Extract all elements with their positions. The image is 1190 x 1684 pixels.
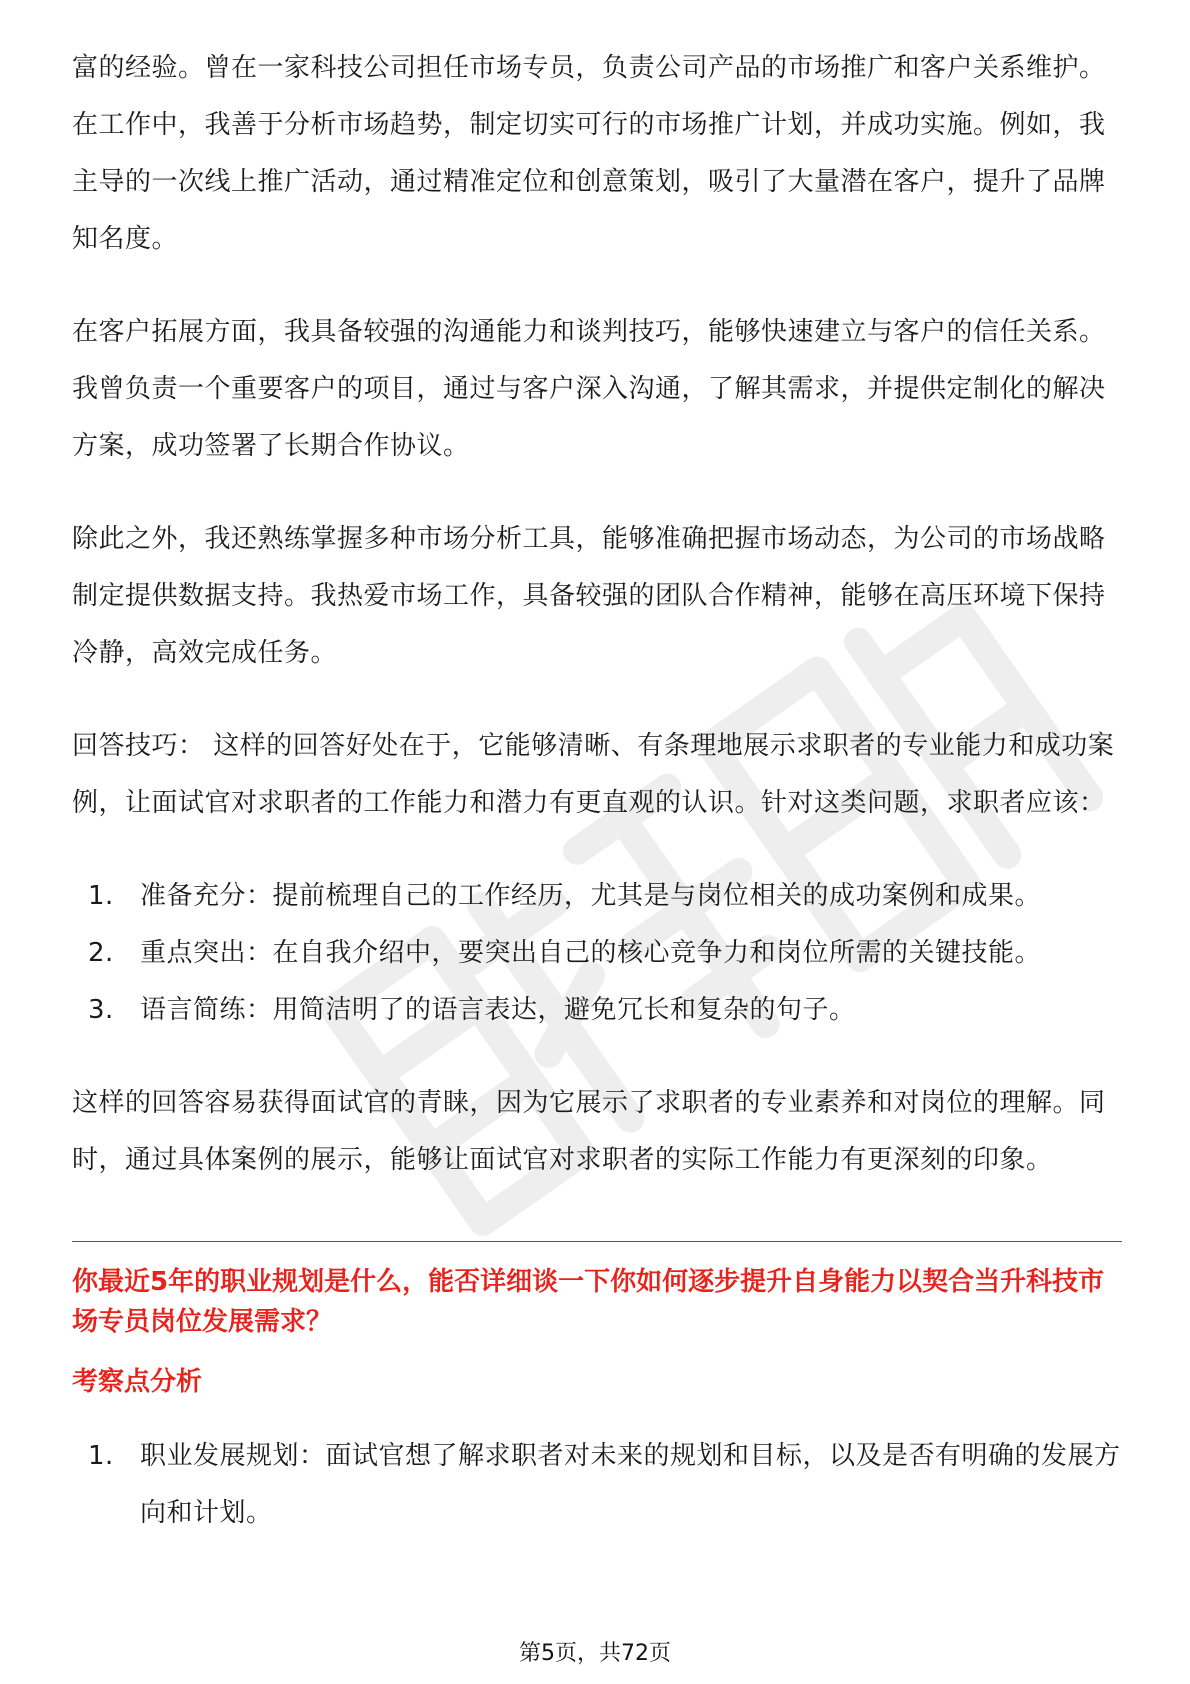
list-item [72,1428,1122,1542]
page-footer: 第5页，共72页 [519,1641,671,1666]
section-divider [72,1241,1122,1242]
paragraph-answer-tips: 回答技巧： 这样的回答好处在于，它能够清晰、有条理地展示求职者的专业能力和成功案例，让面试官对求职者的工作能力和潜力有更直观的认识。针对这类问题，求职者应该： [72,731,1115,818]
interview-question: 你最近5年的职业规划是什么，能否详细谈一下你如何逐步提升自身能力以契合当升科技市场专员岗位发展需求？ [72,1267,1105,1337]
list-number: 1. [88,881,114,911]
list-number: 1. [88,1441,114,1471]
list-item [72,868,1122,925]
list-item [72,982,1122,1039]
paragraph-skills: 除此之外，我还熟练掌握多种市场分析工具，能够准确把握市场动态，为公司的市场战略制定提供数据支持。我热爱市场工作，具备较强的团队合作精神，能够在高压环境下保持冷静，高效完成任务。 [72,524,1106,668]
list-text: 语言简练：用简洁明了的语言表达，避免冗长和复杂的句子。 [140,995,856,1025]
list-number: 3. [88,995,114,1025]
list-text: 准备充分：提前梳理自己的工作经历，尤其是与岗位相关的成功案例和成果。 [140,881,1042,911]
tips-list [72,868,1122,1039]
list-text: 重点突出：在自我介绍中，要突出自己的核心竞争力和岗位所需的关键技能。 [140,938,1042,968]
paragraph-conclusion: 这样的回答容易获得面试官的青睐，因为它展示了求职者的专业素养和对岗位的理解。同时，通过具体案例的展示，能够让面试官对求职者的实际工作能力有更深刻的印象。 [72,1088,1106,1175]
list-text: 职业发展规划：面试官想了解求职者对未来的规划和目标，以及是否有明确的发展方向和计划。 [140,1441,1121,1528]
paragraph-client-expansion: 在客户拓展方面，我具备较强的沟通能力和谈判技巧，能够快速建立与客户的信任关系。我曾负责一个重要客户的项目，通过与客户深入沟通，了解其需求，并提供定制化的解决方案，成功签署了长期合作协议。 [72,317,1106,461]
list-number: 2. [88,938,114,968]
paragraph-experience: 富的经验。曾在一家科技公司担任市场专员，负责公司产品的市场推广和客户关系维护。在工作中，我善于分析市场趋势，制定切实可行的市场推广计划，并成功实施。例如，我主导的一次线上推广活动，通过精准定位和创意策划，吸引了大量潜在客户，提升了品牌知名度。 [72,53,1106,254]
list-item [72,925,1122,982]
analysis-title: 考察点分析 [72,1367,203,1397]
analysis-list [72,1428,1122,1542]
document-page [72,40,1122,1578]
